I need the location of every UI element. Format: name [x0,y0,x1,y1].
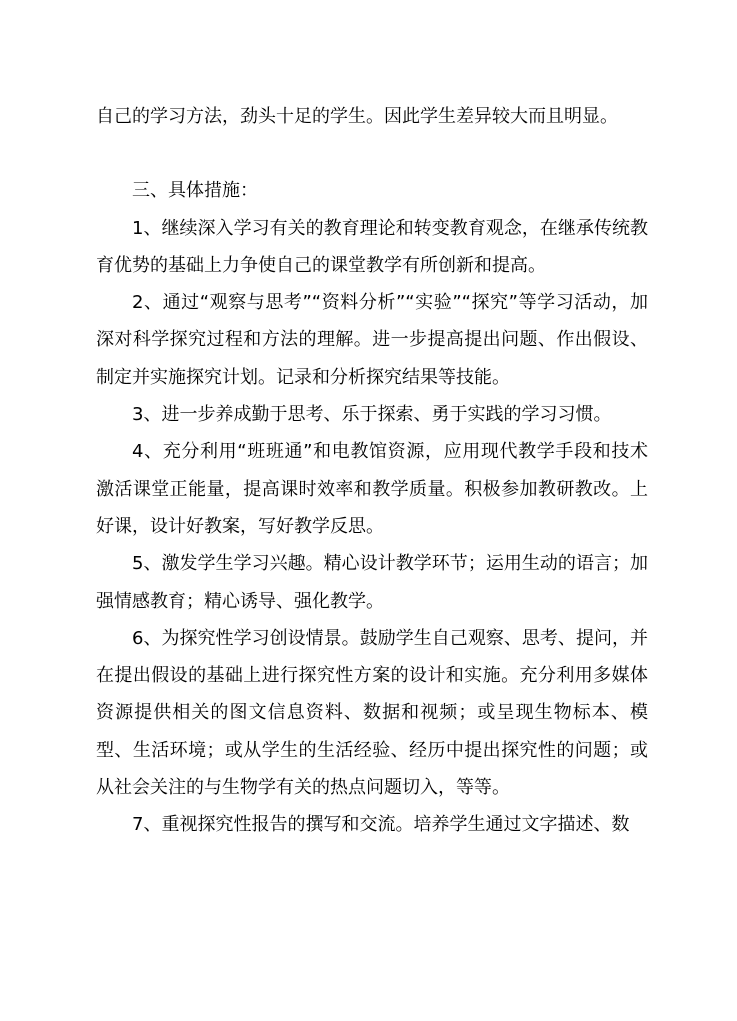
measure-item-5: 5、激发学生学习兴趣。精心设计教学环节；运用生动的语言；加强情感教育；精心诱导、强化教学。 [96,553,648,612]
paragraph-continuation: 自己的学习方法，劲头十足的学生。因此学生差异较大而且明显。 [96,106,618,127]
document-body [96,98,648,844]
measure-item-4: 4、充分利用“班班通”和电教馆资源，应用现代教学手段和技术激活课堂正能量，提高课时效率和教学质量。积极参加教研教改。上好课，设计好教案，写好教学反思。 [96,441,648,537]
measure-item-3: 3、进一步养成勤于思考、乐于探索、勇于实践的学习习惯。 [132,404,612,426]
measure-item-7: 7、重视探究性报告的撰写和交流。培养学生通过文字描述、数 [132,814,630,836]
measure-item-6: 6、为探究性学习创设情景。鼓励学生自己观察、思考、提问，并在提出假设的基础上进行探究性方案的设计和实施。充分利用多媒体资源提供相关的图文信息资料、数据和视频；或呈现生物标本、模型、生活环境；或从学生的生活经验、经历中提出探究性的问题；或从社会关注的与生物学有关的热点问题切入，等等。 [96,627,648,799]
paragraph-spacer [96,135,648,172]
measure-item-2: 2、通过“观察与思考”“资料分析”“实验”“探究”等学习活动，加深对科学探究过程和方法的理解。进一步提高提出问题、作出假设、制定并实施探究计划。记录和分析探究结果等技能。 [96,292,648,388]
section-heading: 三、具体措施： [132,180,258,202]
measure-item-1: 1、继续深入学习有关的教育理论和转变教育观念，在继承传统教育优势的基础上力争使自己的课堂教学有所创新和提高。 [96,217,648,276]
